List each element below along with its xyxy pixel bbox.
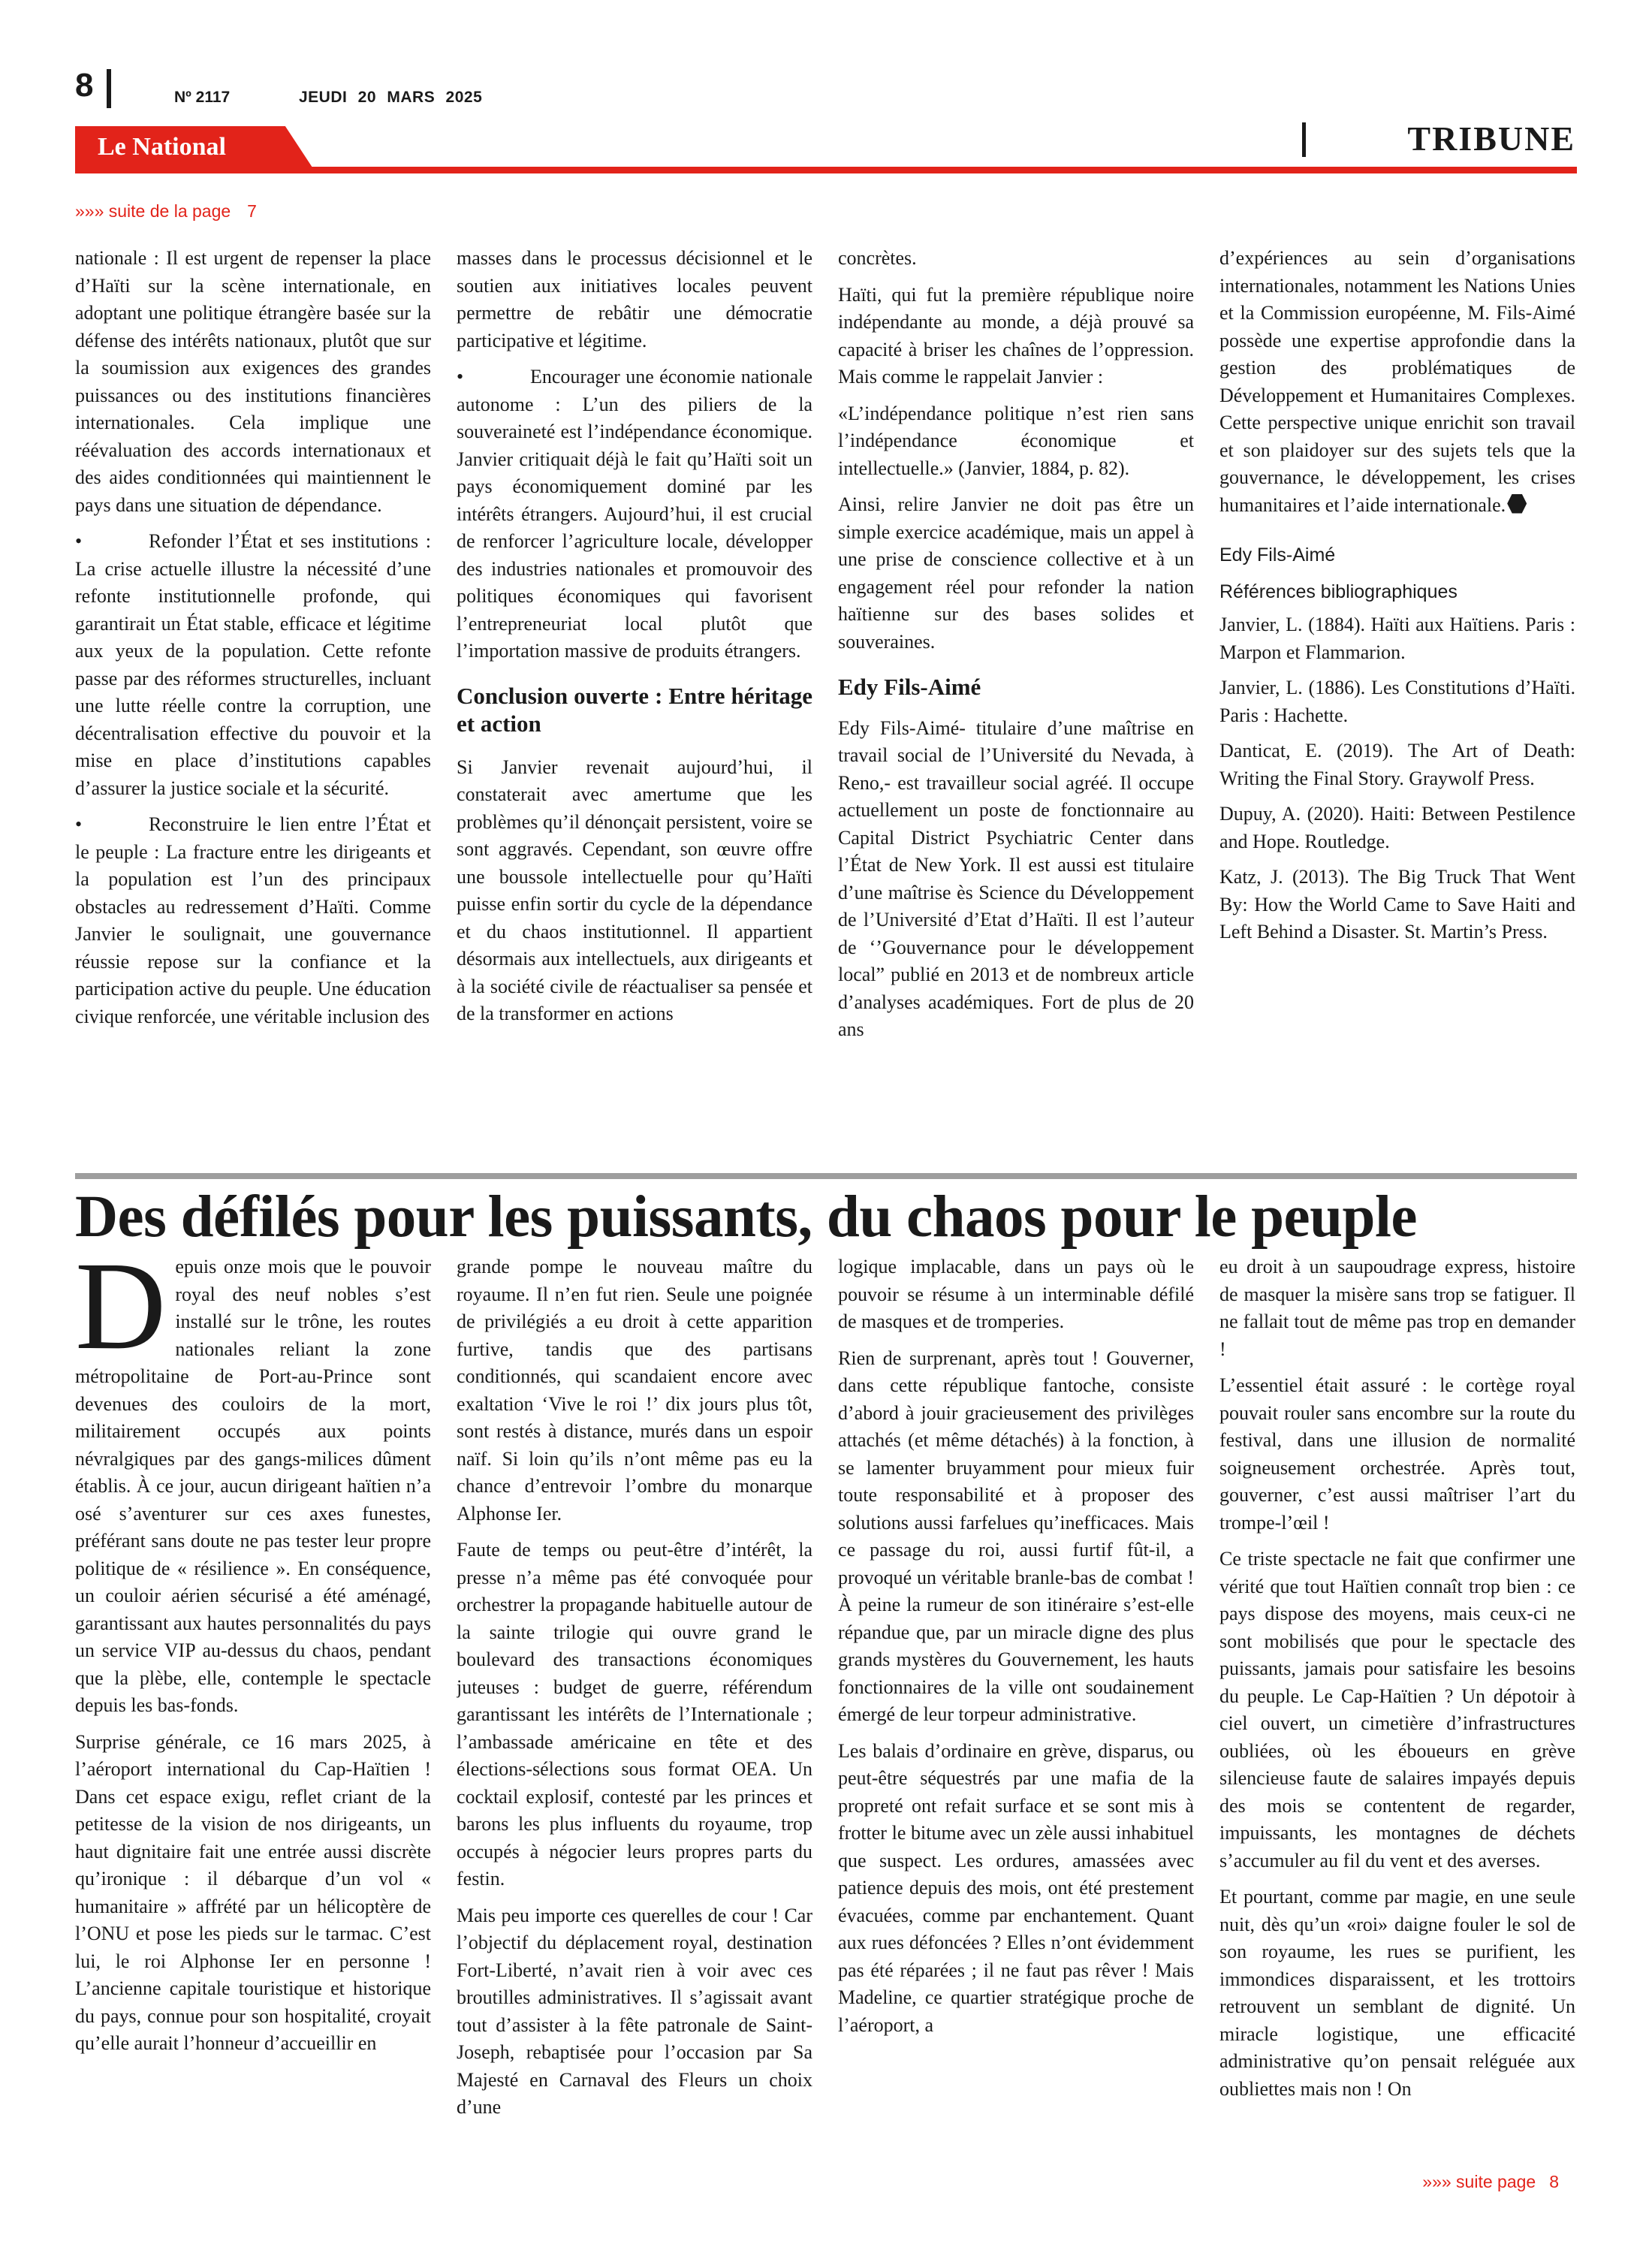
paragraph: Surprise générale, ce 16 mars 2025, à l’aéroport international du Cap-Haïtien ! Dans cet espace exigu, reflet criant de la petitesse de la vision de nos dirigeants, un haut dignitaire fait une entrée aussi discrète qu’ironique : il débarque d’un vol « humanitaire » affrété par un hélicoptère de l’ONU et pose les pieds sur le tarmac. C’est lui, le roi Alphonse Ier en personne ! L’ancienne capitale touristique et historique du pays, connue pour son hospitalité, croyait qu’elle aurait l’honneur d’accueillir en: [75, 1730, 431, 2054]
paragraph: Faute de temps ou peut-être d’intérêt, la presse n’a même pas été convoquée pour orchestrer la propagande habituelle autour de la sainte trilogie qui ouvre grand le boulevard des transactions économiques juteuses : budget de guerre, référendum garantissant les intérêts de l’Internationale ; l’ambassade américaine en tête et des élections-sélections sous format OEA. Un cocktail explosif, contesté par les princes et barons les plus influents du royaume, trop occupés à négocier leurs propres parts du festin.: [457, 1539, 812, 1890]
reference-item: Janvier, L. (1886). Les Constitutions d’Haïti. Paris : Hachette.: [1219, 677, 1575, 726]
reference-item: Katz, J. (2013). The Big Truck That Went By: How the World Came to Save Haiti and Left Behind a Disaster. St. Martin’s Press.: [1219, 866, 1575, 943]
paragraph: Les balais d’ordinaire en grève, disparus, ou peut-être séquestrés par une mafia de la propreté ont refait surface et se sont mis à frotter le bitume avec un zèle aussi inhabituel que suspect. Les ordures, amassées avec patience depuis des mois, ont été prestement évacuées, comme par enchantement. Quant aux rues défoncées ? Elles n’ont évidemment pas été réparées ; il ne faut pas rêver ! Mais Madeline, ce quartier stratégique proche de l’aéroport, a: [838, 1739, 1194, 2036]
paragraph: Rien de surprenant, après tout ! Gouverner, dans cette république fantoche, consiste d’abord à jouir gracieusement des privilèges attachés (et même détachés) à la fonction, à se lamenter bruyamment pour mieux fuir toute responsabilité et à proposer des solutions aussi farfelues qu’inefficaces. Mais ce passage du roi, aussi furtif fût-il, a provoqué un véritable branle-bas de combat ! À peine la rumeur de son itinéraire s’est-elle répandue que, par un miracle digne des plus grands mystères du Gouvernement, les hauts fonctionnaires de la ville ont soudainement émergé de leur torpeur administrative.: [838, 1347, 1194, 1725]
top-article-column-4: [1219, 245, 1575, 1108]
conclusion-heading: Conclusion ouverte : Entre héritage et action: [457, 682, 812, 737]
author-bio: Edy Fils-Aimé- titulaire d’une maîtrise en travail social de l’Université du Nevada, à Reno,- est travailleur social agréé. Il occupe actuellement un poste de fonctionnaire au Capital District Psychiatric Center dans l’État de New York. Il est aussi est titulaire d’une maîtrise ès Science du Développement de l’Université d’Etat d’Haïti. Il est l’auteur de ‘’Gouvernance pour le développement local” publié en 2013 et de nombreux article d’analyses académiques. Fort de plus de 20 ans: [838, 716, 1194, 1040]
continued-on-text: »»» suite page: [1422, 2172, 1536, 2191]
bullet-icon: •: [75, 530, 83, 552]
paragraph: Depuis onze mois que le pouvoir royal des neuf nobles s’est installé sur le trône, les routes nationales reliant la zone métropolitaine de Port-au-Prince sont devenues des couloirs de la mort, militairement occupés aux points névralgiques par des gangs-milices dûment établis. À ce jour, aucun dirigeant haïtien n’a osé s’aventurer sur ces axes funestes, préférant sans doute ne pas tester leur propre politique de « résilience ». En conséquence, un couloir aérien sécurisé a été aménagé, garantissant aux hautes personnalités du pays un service VIP au-dessus du chaos, pendant que la plèbe, elle, contemple le spectacle depuis les bas-fonds.: [75, 1253, 431, 1716]
article-headline: Des défilés pour les puissants, du chaos pour le peuple: [75, 1184, 1417, 1250]
section-divider: [1302, 122, 1306, 157]
reference-item: Janvier, L. (1884). Haïti aux Haïtiens. Paris : Marpon et Flammarion.: [1219, 614, 1575, 663]
page-number-divider: [107, 69, 111, 108]
article-separator: [75, 1173, 1577, 1179]
drop-cap: D: [75, 1253, 167, 1376]
paragraph: grande pompe le nouveau maître du royaume. Il n’en fut rien. Seule une poignée de privilégiés a eu droit à cette apparition furtive, tandis que des partisans conditionnés, qui scandaient encore avec exaltation ‘Vive le roi !’ dix jours plus tôt, sont restés à distance, murés dans un espoir naïf. Si loin qu’ils n’ont même pas eu la chance d’entrevoir l’ombre du monarque Alphonse Ier.: [457, 1256, 812, 1525]
continued-from[interactable]: [75, 201, 257, 222]
section-label: TRIBUNE: [1407, 119, 1575, 158]
top-article-column-2: [457, 245, 812, 1108]
bullet-paragraph: • Encourager une économie nationale autonome : L’un des piliers de la souveraineté est l’indépendance économique. Janvier critiquait déjà le fait qu’Haïti soit un pays économiquement dominé par les intérêts étrangers. Aujourd’hui, il est crucial de renforcer l’agriculture locale, développer des industries nationales et promouvoir des politiques économiques qui favorisent l’entrepreneuriat local plutôt que l’importation massive de produits étrangers.: [457, 363, 812, 665]
paragraph: Ce triste spectacle ne fait que confirmer une vérité que tout Haïtien connaît trop bien : ce pays dispose des moyens, mais ceux-ci ne sont mobilisés que pour le spectacle des puissants, jamais pour satisfaire les besoins du peuple. Le Cap-Haïtien ? Un dépotoir à ciel ouvert, un cimetière d’infrastructures oubliées, où les éboueurs en grève silencieuse faute de salaires impayés depuis des mois se contentent de regarder, impuissants, les montagnes de déchets s’accumuler au fil du vent et des averses.: [1219, 1548, 1575, 1871]
paragraph: Ainsi, relire Janvier ne doit pas être un simple exercice académique, mais un appel à une prise de conscience collective et à un engagement réel pour refonder la nation haïtienne sur des bases solides et souveraines.: [838, 493, 1194, 653]
top-article-column-3: [838, 245, 1194, 1108]
author-bio-continued: d’expériences au sein d’organisations internationales, notamment les Nations Unies et la Commission européenne, M. Fils-Aimé possède une expertise approfondie dans la gestion des problématiques de Développement et Humanitaires Complexes. Cette perspective unique enrichit son travail et son plaidoyer sur des sujets tels que la gouvernance, le développement, les crises humanitaires et l’aide internationale.: [1219, 247, 1575, 516]
bullet-icon: •: [75, 813, 83, 835]
issue-number: Nº 2117: [174, 89, 231, 106]
continued-on[interactable]: [1422, 2172, 1559, 2192]
bottom-article-column-2: [457, 1253, 812, 2155]
paragraph: concrètes.: [838, 247, 917, 269]
page-number: 8: [75, 67, 94, 104]
continued-on-page: 8: [1549, 2172, 1559, 2191]
paragraph: Haïti, qui fut la première république noire indépendante au monde, a déjà prouvé sa capacité à briser les chaînes de l’oppression. Mais comme le rappelait Janvier :: [838, 283, 1194, 388]
bottom-article-column-3: [838, 1253, 1194, 2155]
paragraph: Mais peu importe ces querelles de cour ! Car l’objectif du déplacement royal, destination Fort-Liberté, n’avait rien à voir avec ces broutilles administratives. Il s’agissait avant tout d’assister à la fête patronale de Saint-Joseph, rebaptisée pour l’occasion par Sa Majesté en Carnaval des Fleurs un choix d’une: [457, 1904, 812, 2118]
article-end-icon: [1507, 494, 1527, 514]
header-red-rule: [75, 167, 1577, 173]
author-heading: Edy Fils-Aimé: [838, 674, 981, 700]
quote: «L’indépendance politique n’est rien sans l’indépendance économique et intellectuelle.» (Janvier, 1884, p. 82).: [838, 402, 1194, 479]
paragraph: nationale : Il est urgent de repenser la place d’Haïti sur la scène internationale, en adoptant une politique étrangère basée sur la défense des intérêts nationaux, plutôt que sur la soumission aux exigences des grandes puissances ou des institutions financières internationales. Cela implique une réévaluation des accords internationaux et des aides conditionnées qui maintiennent le pays dans une situation de dépendance.: [75, 247, 431, 516]
bottom-article-column-4: [1219, 1253, 1575, 2155]
paragraph: L’essentiel était assuré : le cortège royal pouvait rouler sans encombre sur la route du festival, dans une illusion de normalité soigneusement orchestrée. Après tout, gouverner, c’est aussi maîtriser l’art du trompe-l’œil !: [1219, 1374, 1575, 1534]
paragraph: eu droit à un saupoudrage express, histoire de masquer la misère sans trop se fatiguer. Il ne fallait tout de même pas trop en demander !: [1219, 1256, 1575, 1360]
continued-from-page: 7: [247, 201, 257, 221]
top-article-column-1: [75, 245, 431, 1108]
bullet-icon: •: [457, 366, 464, 388]
brand-name: Le National: [98, 133, 226, 161]
paragraph: masses dans le processus décisionnel et le soutien aux initiatives locales peuvent permettre de rebâtir une démocratie participative et légitime.: [457, 247, 812, 351]
continued-from-text: »»» suite de la page: [75, 201, 231, 221]
references-list: [1219, 611, 1575, 946]
paragraph: logique implacable, dans un pays où le pouvoir se résume à un interminable défilé de masques et de tromperies.: [838, 1256, 1194, 1332]
bullet-paragraph: • Refonder l’État et ses institutions : La crise actuelle illustre la nécessité d’une refonte institutionnelle profonde, qui garantirait un État stable, efficace et légitime aux yeux de la population. Cette refonte passe par des réformes structurelles, incluant une lutte réelle contre la corruption, une décentralisation effective du pouvoir et la mise en place d’institutions capables d’assurer la justice sociale et la sécurité.: [75, 528, 431, 802]
bullet-paragraph: • Reconstruire le lien entre l’État et le peuple : La fracture entre les dirigeants et la population est l’un des principaux obstacles au redressement d’Haïti. Comme Janvier le soulignait, une gouvernance réussie repose sur la confiance et la participation active du peuple. Une éducation civique renforcée, une véritable inclusion des: [75, 811, 431, 1030]
references-heading: Références bibliographiques: [1219, 581, 1458, 602]
paragraph: Si Janvier revenait aujourd’hui, il constaterait avec amertume que les problèmes qu’il dénonçait persistent, voire se sont aggravés. Cependant, son œuvre offre une boussole intellectuelle pour qu’Haïti puisse enfin sortir du cycle de la dépendance et du chaos institutionnel. Il appartient désormais aux intellectuels, aux dirigeants et à la société civile de réactualiser sa pensée et de la transformer en actions: [457, 756, 812, 1024]
author-signature: Edy Fils-Aimé: [1219, 544, 1336, 566]
reference-item: Danticat, E. (2019). The Art of Death: Writing the Final Story. Graywolf Press.: [1219, 740, 1575, 789]
reference-item: Dupuy, A. (2020). Haiti: Between Pestilence and Hope. Routledge.: [1219, 803, 1575, 852]
paragraph: Et pourtant, comme par magie, en une seule nuit, dès qu’un «roi» daigne fouler le sol de son royaume, les rues se purifient, les immondices disparaissent, et les trottoirs retrouvent un semblant de dignité. Un miracle logistique, une efficacité administrative qu’on pensait reléguée aux oubliettes mais non ! On: [1219, 1886, 1575, 2100]
bottom-article-column-1: [75, 1253, 431, 2155]
issue-date: JEUDI 20 MARS 2025: [299, 89, 483, 106]
